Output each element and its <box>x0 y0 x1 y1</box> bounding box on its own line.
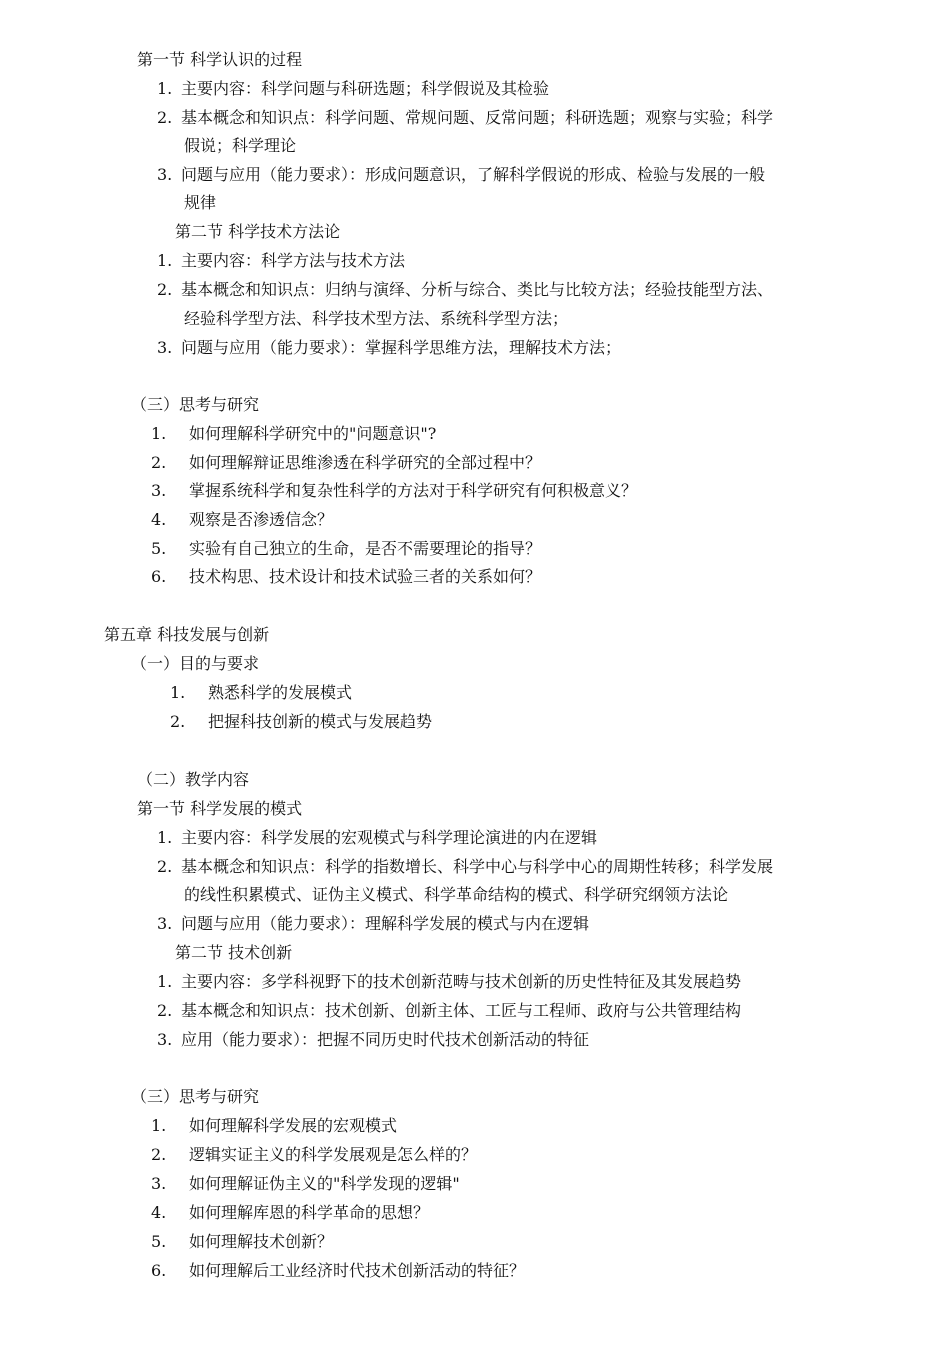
item-text: 掌握系统科学和复杂性科学的方法对于科学研究有何积极意义？ <box>189 481 638 500</box>
item-number: 1. <box>157 251 173 270</box>
item-number: 2. <box>151 453 167 472</box>
item-number: 4. <box>151 1203 167 1222</box>
item-number: 3. <box>157 165 173 184</box>
list-item <box>151 1116 397 1136</box>
item-text: 实验有自己独立的生命，是否不需要理论的指导？ <box>189 539 542 558</box>
item-number: 2. <box>157 108 173 127</box>
chapter-title: 第五章 科技发展与创新 <box>104 625 270 644</box>
item-number: 2. <box>157 857 173 876</box>
item-text: 问题与应用（能力要求）：形成问题意识，了解科学假说的形成、检验与发展的一般 <box>181 165 766 184</box>
section-title-3: 第一节 科学发展的模式 <box>137 799 303 818</box>
item-text: 观察是否渗透信念？ <box>189 510 334 529</box>
item-text: 基本概念和知识点：科学的指数增长、科学中心与科学中心的周期性转移；科学发展 <box>181 857 774 876</box>
list-item <box>157 108 773 128</box>
item-number: 1. <box>170 683 186 702</box>
list-item <box>157 914 589 934</box>
item-text: 熟悉科学的发展模式 <box>208 683 353 702</box>
list-item <box>157 828 597 848</box>
item-number: 1. <box>151 1116 167 1135</box>
list-item <box>157 79 549 99</box>
list-item <box>157 165 765 185</box>
item-number: 3. <box>157 1030 173 1049</box>
item-number: 1. <box>151 424 167 443</box>
item-number: 1. <box>157 828 173 847</box>
section-title-4: 第二节 技术创新 <box>175 943 293 962</box>
list-item <box>157 338 621 358</box>
think-title-2: （三）思考与研究 <box>131 1087 260 1106</box>
list-item <box>157 1001 741 1021</box>
item-number: 2. <box>151 1145 167 1164</box>
list-item <box>157 251 405 271</box>
list-item <box>170 683 352 703</box>
list-item <box>151 481 637 501</box>
list-item <box>151 510 333 530</box>
list-item <box>151 1174 460 1194</box>
item-text: 基本概念和知识点：归纳与演绎、分析与综合、类比与比较方法；经验技能型方法、 <box>181 280 774 299</box>
item-text: 如何理解技术创新？ <box>189 1232 334 1251</box>
item-number: 1. <box>157 79 173 98</box>
item-continuation: 的线性积累模式、证伪主义模式、科学革命结构的模式、科学研究纲领方法论 <box>184 885 729 904</box>
list-item <box>157 972 741 992</box>
item-number: 5. <box>151 539 167 558</box>
item-text: 把握科技创新的模式与发展趋势 <box>208 712 433 731</box>
item-text: 技术构思、技术设计和技术试验三者的关系如何？ <box>189 567 542 586</box>
item-text: 问题与应用（能力要求）：理解科学发展的模式与内在逻辑 <box>181 914 590 933</box>
item-text: 问题与应用（能力要求）：掌握科学思维方法，理解技术方法； <box>181 338 622 357</box>
think-title-1: （三）思考与研究 <box>131 395 260 414</box>
item-text: 主要内容：科学方法与技术方法 <box>181 251 406 270</box>
item-number: 3. <box>151 1174 167 1193</box>
item-text: 如何理解证伪主义的"科学发现的逻辑" <box>189 1174 460 1193</box>
item-number: 6. <box>151 1261 167 1280</box>
item-number: 2. <box>157 1001 173 1020</box>
item-continuation: 假说；科学理论 <box>184 136 297 155</box>
item-text: 应用（能力要求）：把握不同历史时代技术创新活动的特征 <box>181 1030 590 1049</box>
section-title-1: 第一节 科学认识的过程 <box>137 50 303 69</box>
item-number: 3. <box>151 481 167 500</box>
item-text: 主要内容：科学发展的宏观模式与科学理论演进的内在逻辑 <box>181 828 598 847</box>
item-text: 如何理解辩证思维渗透在科学研究的全部过程中？ <box>189 453 542 472</box>
item-number: 4. <box>151 510 167 529</box>
item-continuation: 规律 <box>184 193 217 212</box>
list-item <box>170 712 432 732</box>
list-item <box>151 1145 477 1165</box>
item-text: 主要内容：多学科视野下的技术创新范畴与技术创新的历史性特征及其发展趋势 <box>181 972 742 991</box>
list-item <box>151 1232 333 1252</box>
item-number: 3. <box>157 914 173 933</box>
item-text: 如何理解后工业经济时代技术创新活动的特征？ <box>189 1261 526 1280</box>
list-item <box>157 1030 589 1050</box>
item-number: 1. <box>157 972 173 991</box>
list-item <box>151 424 436 444</box>
content-title: （二）教学内容 <box>137 770 250 789</box>
item-number: 2. <box>157 280 173 299</box>
item-number: 6. <box>151 567 167 586</box>
item-text: 主要内容：科学问题与科研选题；科学假说及其检验 <box>181 79 550 98</box>
list-item <box>157 857 773 877</box>
item-text: 如何理解科学研究中的"问题意识"? <box>189 424 437 443</box>
item-text: 如何理解科学发展的宏观模式 <box>189 1116 398 1135</box>
item-continuation: 经验科学型方法、科学技术型方法、系统科学型方法； <box>184 309 569 328</box>
item-text: 基本概念和知识点：技术创新、创新主体、工匠与工程师、政府与公共管理结构 <box>181 1001 742 1020</box>
item-text: 基本概念和知识点：科学问题、常规问题、反常问题；科研选题；观察与实验；科学 <box>181 108 774 127</box>
item-number: 5. <box>151 1232 167 1251</box>
list-item <box>151 1261 525 1281</box>
item-text: 如何理解库恩的科学革命的思想？ <box>189 1203 430 1222</box>
item-text: 逻辑实证主义的科学发展观是怎么样的？ <box>189 1145 478 1164</box>
item-number: 2. <box>170 712 186 731</box>
list-item <box>151 453 541 473</box>
goal-title: （一）目的与要求 <box>131 654 260 673</box>
list-item <box>151 1203 429 1223</box>
list-item <box>157 280 773 300</box>
item-number: 3. <box>157 338 173 357</box>
section-title-2: 第二节 科学技术方法论 <box>175 222 341 241</box>
list-item <box>151 567 541 587</box>
list-item <box>151 539 541 559</box>
